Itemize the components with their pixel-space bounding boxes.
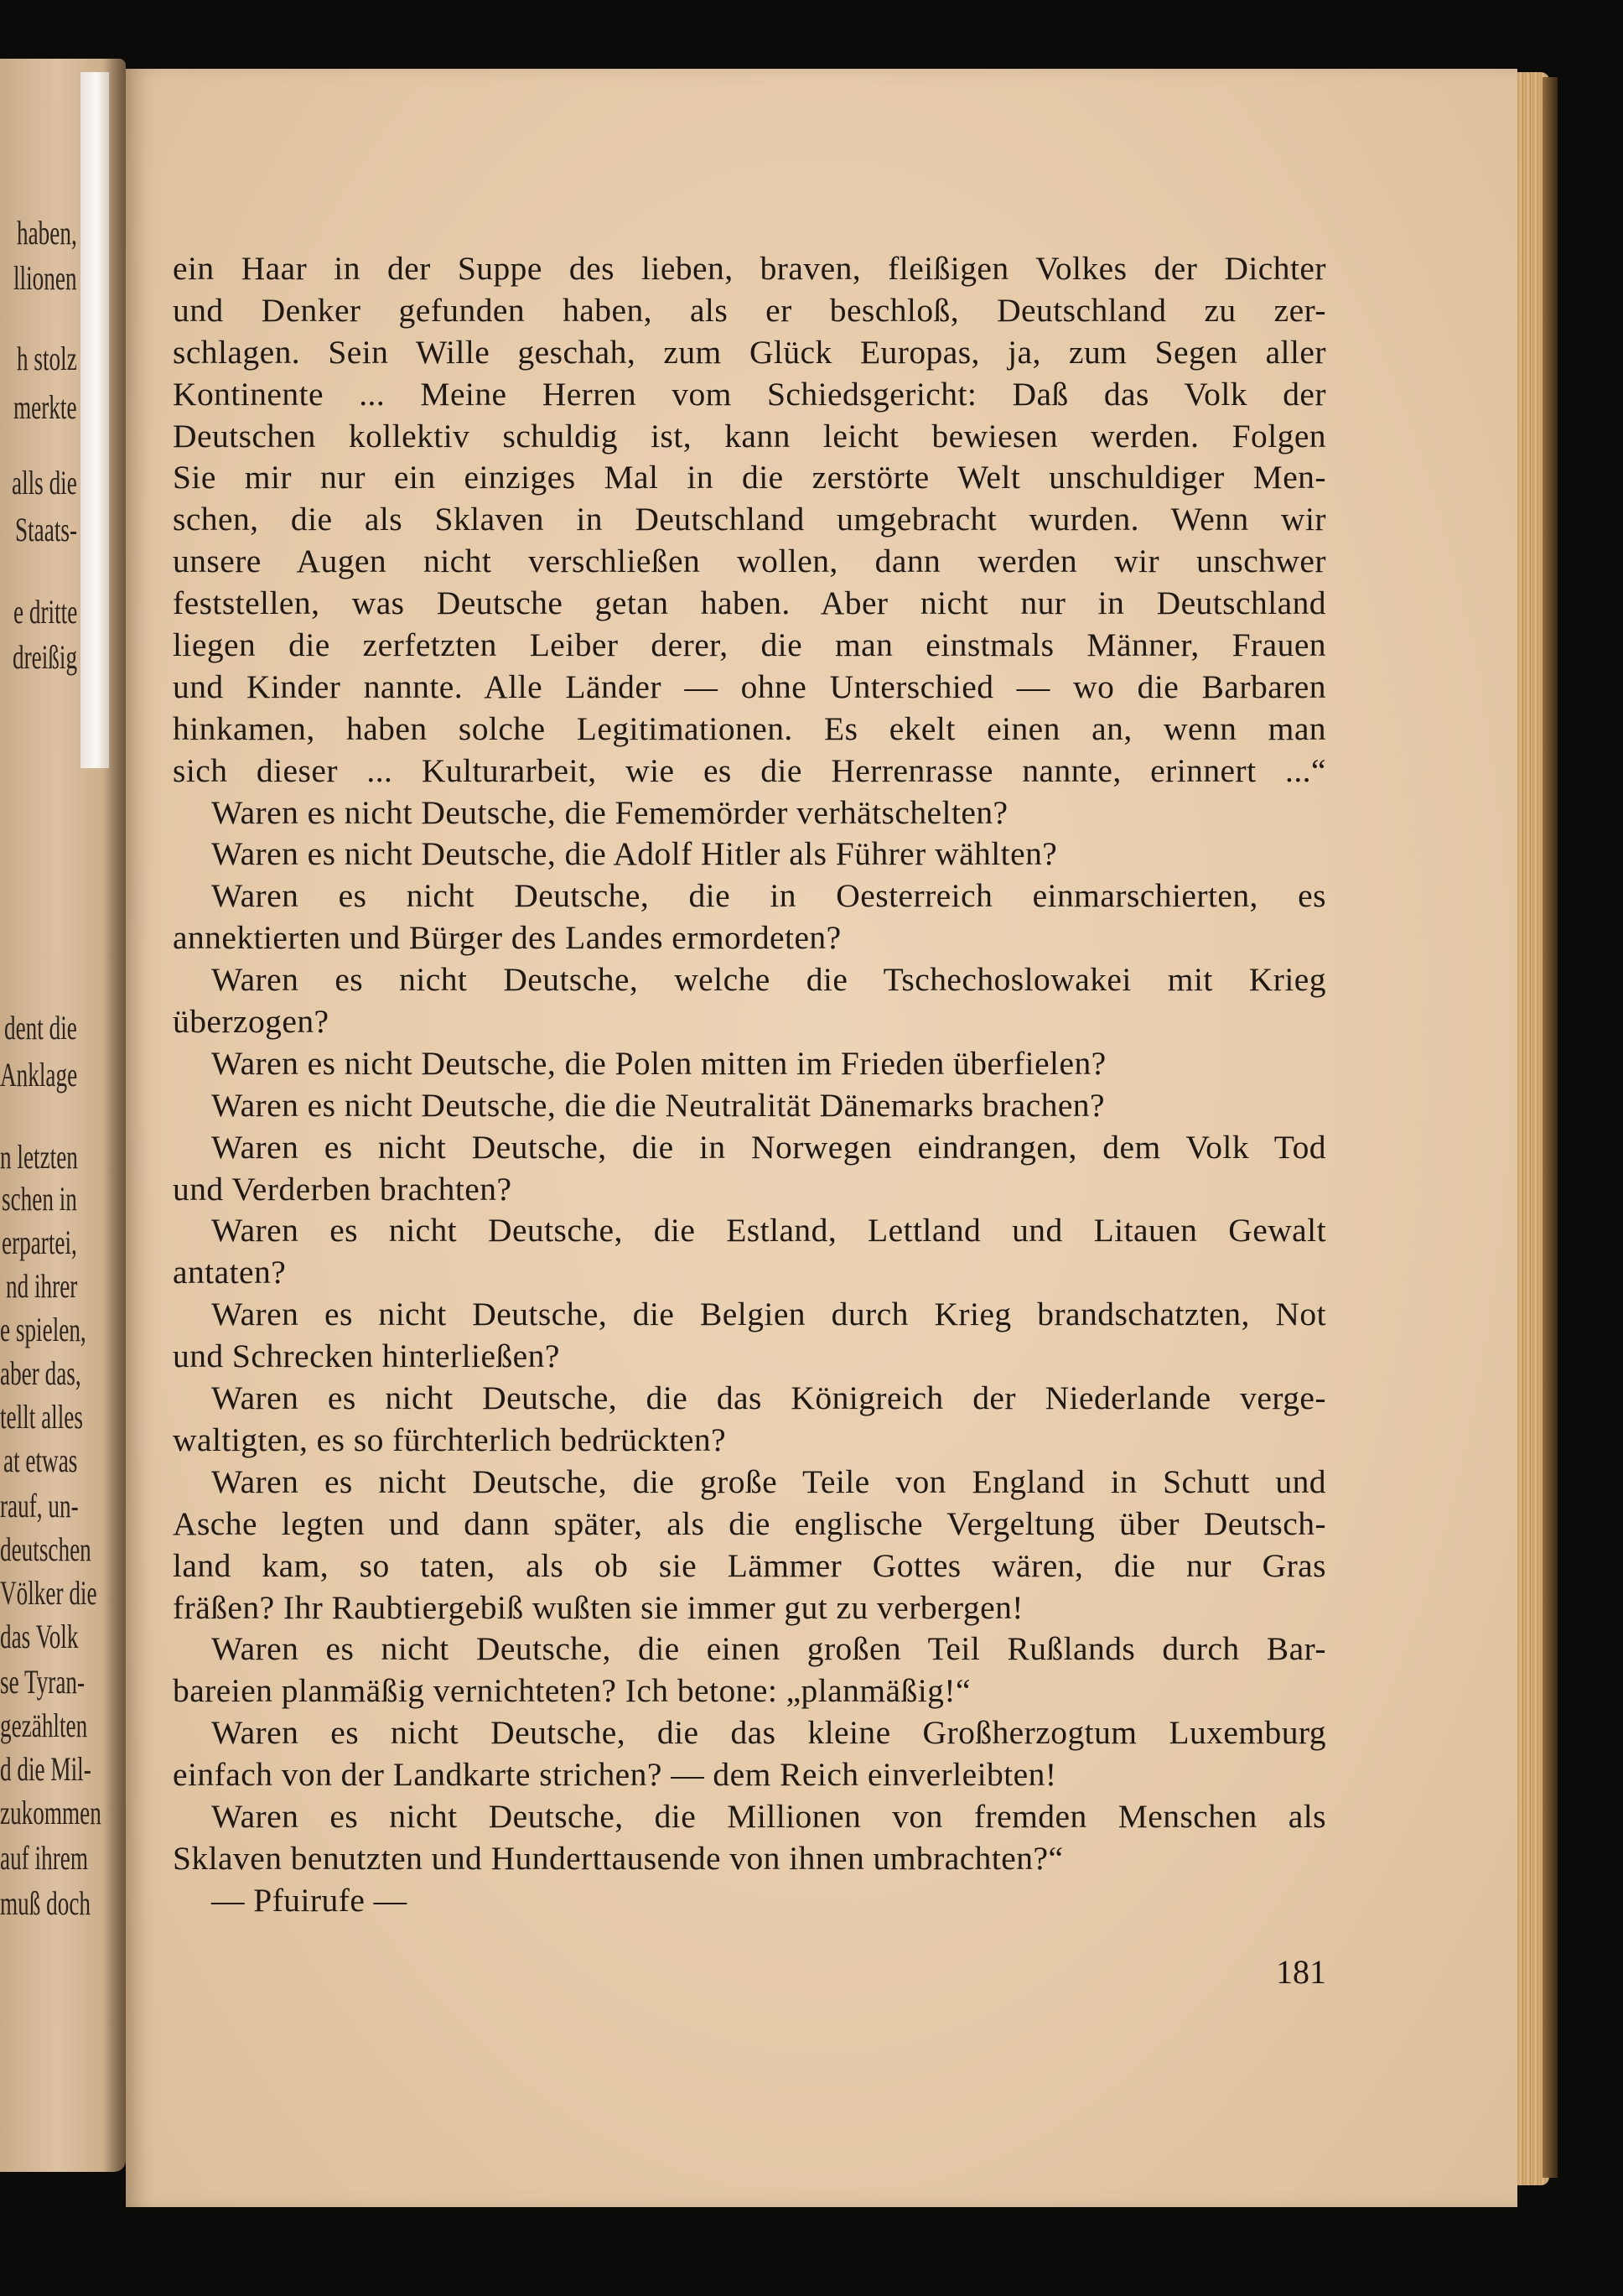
text-line: land kam, so taten, als ob sie Lämmer Gottes wären, die nur Gras [173, 1546, 1326, 1584]
left-page-fragment: d die Mil- [0, 1750, 91, 1788]
text-line: schen, die als Sklaven in Deutschland umgebracht wurden. Wenn wir [173, 501, 1326, 538]
text-line: liegen die zerfetzten Leiber derer, die man einstmals Männer, Frauen [173, 626, 1326, 664]
left-page-fragment: schen in [2, 1180, 77, 1218]
text-line: sich dieser ... Kulturarbeit, wie es die Herrenrasse nannte, erinnert ...“ [173, 751, 1326, 789]
text-line: Waren es nicht Deutsche, die die Neutralität Dänemarks brachen? [211, 1086, 1105, 1124]
text-line: und Denker gefunden haben, als er beschloß, Deutschland zu zer- [173, 291, 1326, 329]
left-page-fragment: at etwas [3, 1441, 77, 1479]
text-line: feststellen, was Deutsche getan haben. Aber nicht nur in Deutschland [173, 584, 1326, 622]
text-line: überzogen? [173, 1003, 329, 1041]
text-line: unsere Augen nicht verschließen wollen, dann werden wir unschwer [173, 543, 1326, 580]
left-page-fragment: e spielen, [0, 1311, 86, 1348]
text-line: annektierten und Bürger des Landes ermordeten? [173, 919, 842, 957]
text-line: Sklaven benutzten und Hunderttausende von ihnen umbrachten?“ [173, 1839, 1064, 1877]
text-line: bareien planmäßig vernichteten? Ich betone: „planmäßig!“ [173, 1672, 971, 1710]
text-line: Waren es nicht Deutsche, die das Königreich der Niederlande verge- [211, 1379, 1326, 1417]
paper-strip [80, 72, 109, 768]
text-line: Waren es nicht Deutsche, die Polen mitten im Frieden überfielen? [211, 1044, 1107, 1082]
left-page-fragment: haben, [17, 214, 77, 252]
text-line: einfach von der Landkarte strichen? — dem Reich einverleibten! [173, 1756, 1057, 1794]
text-line: waltigten, es so fürchterlich bedrückten? [173, 1421, 727, 1458]
text-line: Waren es nicht Deutsche, die Fememörder verhätschelten? [211, 793, 1009, 831]
text-line: — Pfuirufe — [211, 1881, 407, 1919]
left-page-fragment: aber das, [0, 1354, 81, 1392]
text-line: ein Haar in der Suppe des lieben, braven, fleißigen Volkes der Dichter [173, 250, 1326, 287]
left-page-fragment: llionen [13, 259, 77, 297]
page-number: 181 [1276, 1953, 1326, 1991]
left-page-fragment: das Volk [0, 1618, 79, 1655]
left-page-fragment: gezählten [0, 1706, 88, 1744]
left-page-fragment: rauf, un- [0, 1487, 79, 1525]
left-page-fragment: dent die [4, 1009, 77, 1047]
page-body-text [173, 248, 1326, 1922]
left-page-fragment: auf ihrem [0, 1839, 88, 1877]
left-page-fragment: Anklage [0, 1056, 78, 1093]
text-line: und Verderben brachten? [173, 1170, 512, 1208]
left-page-fragment: deutschen [0, 1530, 91, 1568]
text-line: schlagen. Sein Wille geschah, zum Glück Europas, ja, zum Segen aller [173, 333, 1326, 371]
text-line: und Kinder nannte. Alle Länder — ohne Unterschied — wo die Barbaren [173, 668, 1326, 705]
text-line: Waren es nicht Deutsche, die Estland, Lettland und Litauen Gewalt [211, 1212, 1326, 1249]
text-line: Waren es nicht Deutsche, die das kleine Großherzogtum Luxemburg [211, 1714, 1326, 1752]
text-line: Waren es nicht Deutsche, die große Teile von England in Schutt und [211, 1462, 1326, 1500]
text-line: Kontinente ... Meine Herren vom Schiedsgericht: Daß das Volk der [173, 375, 1326, 413]
left-page-fragment: erpartei, [2, 1223, 77, 1261]
text-line: Sie mir nur ein einziges Mal in die zerstörte Welt unschuldiger Men- [173, 459, 1326, 496]
text-line: Waren es nicht Deutsche, welche die Tschechoslowakei mit Krieg [211, 961, 1326, 999]
text-line: Waren es nicht Deutsche, die einen großen Teil Rußlands durch Bar- [211, 1630, 1326, 1668]
left-page-fragment: se Tyran- [0, 1663, 86, 1701]
left-page-fragment: alls die [12, 464, 77, 501]
text-line: Deutschen kollektiv schuldig ist, kann leicht bewiesen werden. Folgen [173, 417, 1326, 455]
left-page-fragment: e dritte [13, 593, 77, 631]
left-page-fragment: zukommen [0, 1794, 101, 1831]
text-line: Waren es nicht Deutsche, die in Norwegen eindrangen, dem Volk Tod [211, 1128, 1326, 1166]
text-line: antaten? [173, 1254, 287, 1291]
text-line: hinkamen, haben solche Legitimationen. Es ekelt einen an, wenn man [173, 709, 1326, 747]
page-edge-shadow [1543, 77, 1558, 2178]
text-line: Waren es nicht Deutsche, die Belgien durch Krieg brandschatzten, Not [211, 1296, 1326, 1333]
text-line: Asche legten und dann später, als die englische Vergeltung über Deutsch- [173, 1504, 1326, 1542]
left-page-fragment: n letzten [0, 1138, 78, 1176]
left-page-fragment: merkte [13, 388, 77, 426]
left-page-fragment: muß doch [0, 1884, 91, 1922]
left-page-fragment: h stolz [17, 340, 77, 377]
text-line: Waren es nicht Deutsche, die in Oesterreich einmarschierten, es [211, 877, 1326, 915]
text-line: fräßen? Ihr Raubtiergebiß wußten sie immer gut zu verbergen! [173, 1588, 1024, 1626]
left-page-fragment: Völker die [0, 1574, 97, 1612]
left-page-fragment: tellt alles [0, 1398, 83, 1436]
left-page-fragment: nd ihrer [5, 1267, 77, 1305]
left-page-fragment: dreißig [12, 638, 77, 676]
text-line: Waren es nicht Deutsche, die Millionen von fremden Menschen als [211, 1797, 1326, 1835]
text-line: und Schrecken hinterließen? [173, 1338, 560, 1375]
text-line: Waren es nicht Deutsche, die Adolf Hitler als Führer wählten? [211, 835, 1058, 873]
left-page-fragment: Staats- [14, 511, 77, 548]
